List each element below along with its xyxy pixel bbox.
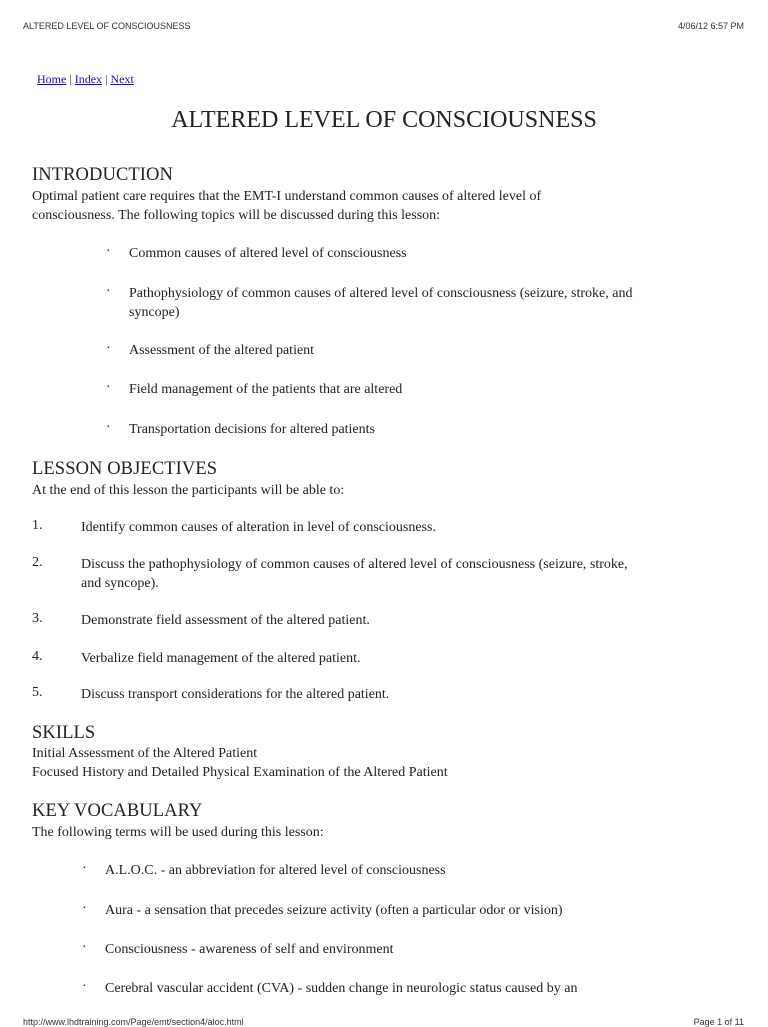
index-link[interactable]: Index (74, 72, 103, 86)
introduction-paragraph-line1: Optimal patient care requires that the EMT-I understand common causes of altered level of (32, 189, 542, 204)
skills-line: Focused History and Detailed Physical Examination of the Altered Patient (32, 765, 448, 780)
introduction-heading: INTRODUCTION (32, 165, 173, 185)
objective-number: 3. (32, 611, 43, 626)
topic-item: Pathophysiology of common causes of altered level of consciousness (seizure, stroke, and (129, 286, 633, 301)
bullet-icon: · (82, 940, 87, 955)
bullet-icon: · (82, 979, 87, 994)
bullet-icon: · (106, 244, 111, 259)
objective-number: 2. (32, 555, 43, 570)
vocabulary-term: Cerebral vascular accident (CVA) - sudden change in neurologic status caused by an (105, 981, 578, 996)
next-link[interactable]: Next (110, 72, 134, 86)
bullet-icon: · (106, 284, 111, 299)
topic-item-continued: syncope) (129, 305, 180, 320)
objective-number: 5. (32, 685, 43, 700)
topic-item: Field management of the patients that are altered (129, 382, 403, 397)
topic-item: Transportation decisions for altered patients (129, 422, 375, 437)
topic-item: Common causes of altered level of consciousness (129, 246, 407, 261)
print-header-title: ALTERED LEVEL OF CONSCIOUSNESS (23, 21, 191, 31)
print-footer (23, 1017, 744, 1027)
objective-number: 1. (32, 518, 43, 533)
nav-separator: | (105, 72, 108, 86)
page-title: ALTERED LEVEL OF CONSCIOUSNESS (171, 107, 597, 133)
skills-line: Initial Assessment of the Altered Patient (32, 746, 258, 761)
objective-text: Verbalize field management of the altered patient. (81, 651, 361, 666)
topic-item: Assessment of the altered patient (129, 343, 315, 358)
vocabulary-heading: KEY VOCABULARY (32, 801, 203, 821)
nav-separator: | (69, 72, 72, 86)
objective-text: Discuss the pathophysiology of common causes of altered level of consciousness (seizure, stroke, (81, 557, 628, 572)
objective-text: Identify common causes of alteration in level of consciousness. (81, 520, 436, 535)
vocabulary-intro: The following terms will be used during this lesson: (32, 825, 324, 840)
objective-text: Discuss transport considerations for the altered patient. (81, 687, 390, 702)
bullet-icon: · (106, 420, 111, 435)
home-link[interactable]: Home (37, 72, 67, 86)
print-header (23, 21, 744, 31)
bullet-icon: · (82, 861, 87, 876)
introduction-paragraph-line2: consciousness. The following topics will be discussed during this lesson: (32, 208, 441, 223)
vocabulary-term: A.L.O.C. - an abbreviation for altered level of consciousness (105, 863, 446, 878)
objective-text: Demonstrate field assessment of the altered patient. (81, 613, 370, 628)
objectives-heading: LESSON OBJECTIVES (32, 459, 218, 479)
print-header-datetime: 4/06/12 6:57 PM (677, 21, 744, 31)
vocabulary-term: Aura - a sensation that precedes seizure activity (often a particular odor or vision) (105, 903, 563, 918)
nav-links (37, 72, 134, 87)
bullet-icon: · (82, 901, 87, 916)
print-footer-url: http://www.lhdtraining.com/Page/emt/section4/aloc.html (23, 1017, 244, 1027)
objective-number: 4. (32, 649, 43, 664)
skills-heading: SKILLS (32, 723, 96, 743)
bullet-icon: · (106, 380, 111, 395)
objective-text-continued: and syncope). (81, 576, 159, 591)
print-footer-page: Page 1 of 11 (693, 1017, 744, 1027)
vocabulary-term: Consciousness - awareness of self and environment (105, 942, 394, 957)
bullet-icon: · (106, 341, 111, 356)
objectives-intro: At the end of this lesson the participants will be able to: (32, 483, 345, 498)
